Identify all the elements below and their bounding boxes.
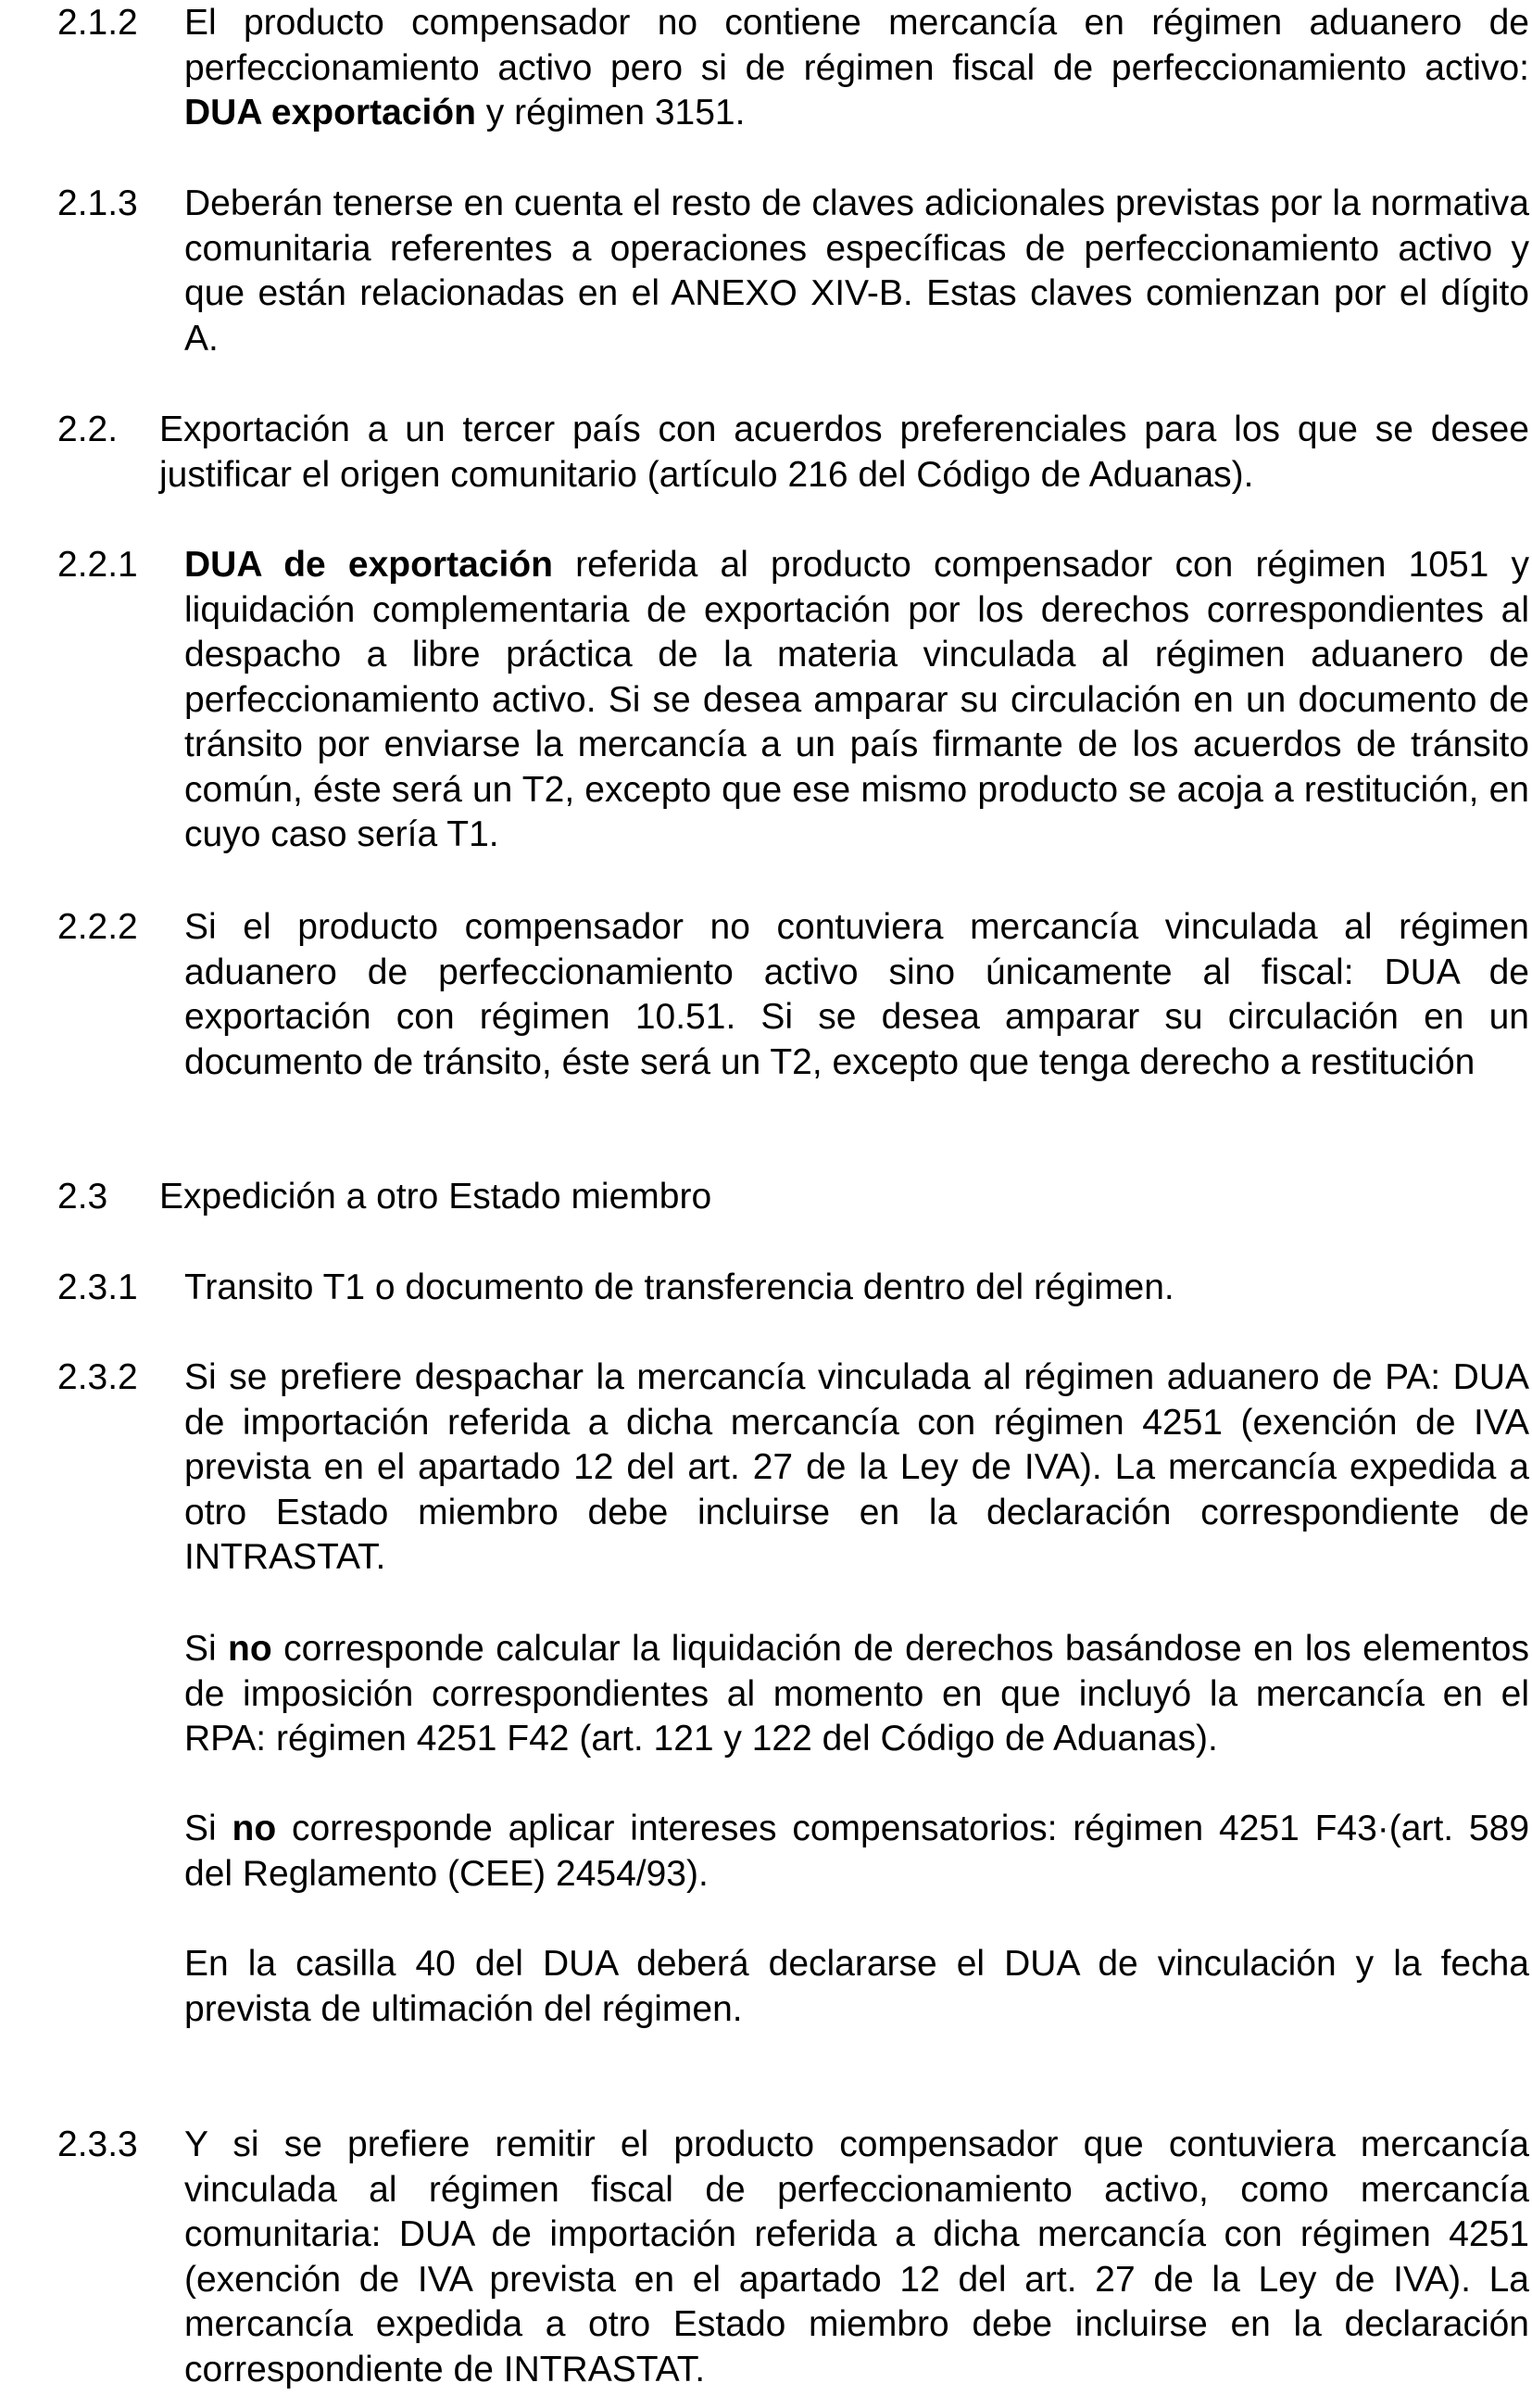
section-text: Deberán tenerse en cuenta el resto de claves adicionales previstas por la normativa comunitaria referentes a operaciones específicas de perfeccionamiento activo y que están relacionadas en el ANEXO XIV-B. Estas claves comienzan por el dígito A. bbox=[184, 183, 1529, 359]
section-number: 2.3.2 bbox=[57, 1357, 138, 1397]
section-number: 2.2.1 bbox=[57, 545, 138, 585]
subparagraph-liquidacion: Si no corresponde calcular la liquidación de derechos basándose en los elementos de imposición correspondientes al momento en que incluyó la mercancía en el RPA: régimen 4251 F42 (art. 121 y 122 del Código de Aduanas). bbox=[184, 1629, 1530, 1759]
section-text: Y si se prefiere remitir el producto compensador que contuviera mercancía vinculada al régimen fiscal de perfeccionamiento activo, como mercancía comunitaria: DUA de importación referida a dicha mercancía con régimen 4251 (exención de IVA prevista en el apartado 12 del art. 27 de la Ley de IVA). La mercancía expedida a otro Estado miembro debe incluirse en la declaración correspondiente de INTRASTAT. bbox=[184, 2124, 1529, 2389]
section-number: 2.3 bbox=[57, 1177, 108, 1217]
section-text: Expedición a otro Estado miembro bbox=[159, 1177, 712, 1217]
section-number: 2.1.3 bbox=[57, 183, 138, 223]
bold-term: no bbox=[232, 1809, 277, 1848]
subparagraph-intereses: Si no corresponde aplicar intereses compensatorios: régimen 4251 F43·(art. 589 del Reglamento (CEE) 2454/93). bbox=[184, 1809, 1530, 1894]
bold-term: DUA exportación bbox=[184, 93, 476, 132]
bold-term: no bbox=[228, 1629, 272, 1669]
section-text: Transito T1 o documento de transferencia dentro del régimen. bbox=[184, 1267, 1174, 1307]
subparagraph-casilla-40: En la casilla 40 del DUA deberá declararse el DUA de vinculación y la fecha prevista de ultimación del régimen. bbox=[184, 1944, 1529, 2029]
section-text: DUA de exportación referida al producto compensador con régimen 1051 y liquidación complementaria de exportación por los derechos correspondientes al despacho a libre práctica de la materia vinculada al régimen aduanero de perfeccionamiento activo. Si se desea amparar su circulación en un documento de tránsito por enviarse la mercancía a un país firmante de los acuerdos de tránsito común, éste será un T2, excepto que ese mismo producto se acoja a restitución, en cuyo caso sería T1. bbox=[184, 545, 1530, 854]
section-number: 2.2.2 bbox=[57, 907, 138, 947]
section-text: Exportación a un tercer país con acuerdos preferenciales para los que se desee justificar el origen comunitario (artículo 216 del Código de Aduanas). bbox=[159, 410, 1529, 495]
section-number: 2.3.3 bbox=[57, 2124, 138, 2164]
section-text: Si el producto compensador no contuviera mercancía vinculada al régimen aduanero de perfeccionamiento activo sino únicamente al fiscal: DUA de exportación con régimen 10.51. Si se desea amparar su circulación en un documento de tránsito, éste será un T2, excepto que tenga derecho a restitución bbox=[184, 907, 1529, 1082]
bold-term: DUA de exportación bbox=[184, 545, 553, 585]
section-text: El producto compensador no contiene mercancía en régimen aduanero de perfeccionamiento activo pero si de régimen fiscal de perfeccionamiento activo: DUA exportación y régimen 3151. bbox=[184, 3, 1529, 132]
section-number: 2.2. bbox=[57, 410, 119, 449]
section-number: 2.3.1 bbox=[57, 1267, 138, 1307]
section-number: 2.1.2 bbox=[57, 3, 138, 43]
section-text: Si se prefiere despachar la mercancía vinculada al régimen aduanero de PA: DUA de importación referida a dicha mercancía con régimen 4251 (exención de IVA prevista en el apartado 12 del art. 27 de la Ley de IVA). La mercancía expedida a otro Estado miembro debe incluirse en la declaración correspondiente de INTRASTAT. bbox=[184, 1357, 1529, 1577]
